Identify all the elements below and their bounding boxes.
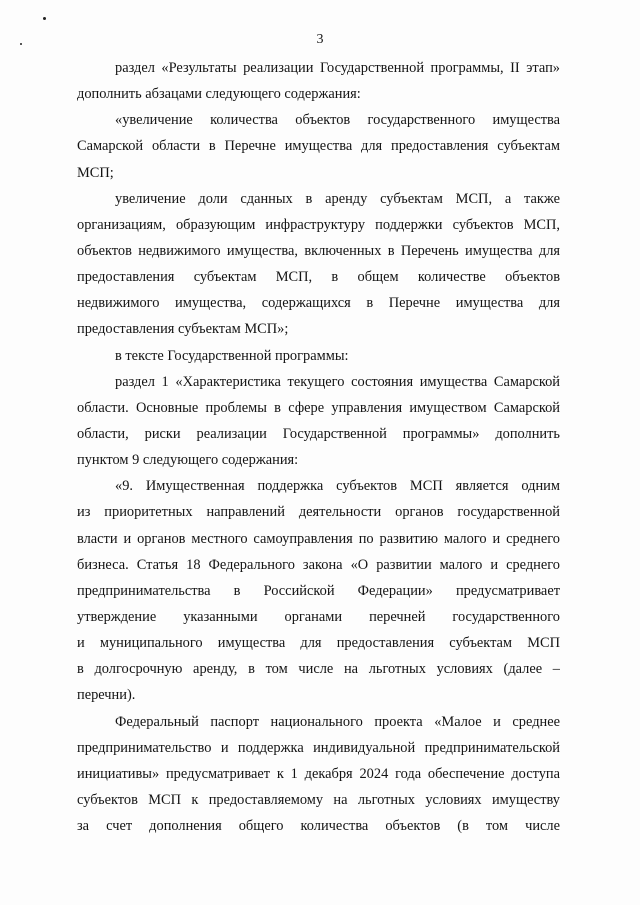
text-line: организациям, образующим инфраструктуру поддержки субъектов МСП, bbox=[77, 216, 560, 233]
text-line: области. Основные проблемы в сфере управления имуществом Самарской bbox=[77, 399, 560, 416]
text-line: предпринимательства в Российской Федерации» предусматривает bbox=[77, 582, 560, 599]
scan-speck bbox=[43, 17, 46, 20]
text-line: «увеличение количества объектов государственного имущества bbox=[115, 112, 560, 129]
text-line: власти и органов местного самоуправления по развитию малого и среднего bbox=[77, 530, 560, 547]
text-line: предпринимательство и поддержка индивидуальной предпринимательской bbox=[77, 739, 560, 756]
text-line: дополнить абзацами следующего содержания: bbox=[77, 86, 361, 103]
text-line: МСП; bbox=[77, 164, 114, 181]
text-line: субъектов МСП к предоставляемому на льготных условиях имуществу bbox=[77, 791, 560, 808]
text-line: «9. Имущественная поддержка субъектов МСП является одним bbox=[115, 478, 560, 495]
text-line: увеличение доли сданных в аренду субъектам МСП, а также bbox=[115, 190, 560, 207]
text-line: бизнеса. Статья 18 Федерального закона «О развитии малого и среднего bbox=[77, 556, 560, 573]
text-line: инициативы» предусматривает к 1 декабря 2024 года обеспечение доступа bbox=[77, 765, 560, 782]
text-line: в долгосрочную аренду, в том числе на льготных условиях (далее – bbox=[77, 661, 560, 678]
text-line: за счет дополнения общего количества объектов (в том числе bbox=[77, 818, 560, 835]
text-line: предоставления субъектам МСП, в общем количестве объектов bbox=[77, 269, 560, 286]
text-line: утверждение указанными органами перечней государственного bbox=[77, 608, 560, 625]
text-line: из приоритетных направлений деятельности органов государственной bbox=[77, 504, 560, 521]
text-line: в тексте Государственной программы: bbox=[115, 347, 349, 364]
text-line: объектов недвижимого имущества, включенных в Перечень имущества для bbox=[77, 242, 560, 259]
text-line: раздел 1 «Характеристика текущего состояния имущества Самарской bbox=[115, 373, 560, 390]
text-line: предоставления субъектам МСП»; bbox=[77, 321, 289, 338]
text-line: пунктом 9 следующего содержания: bbox=[77, 452, 299, 469]
page-number: 3 bbox=[316, 32, 324, 47]
text-line: Федеральный паспорт национального проекта «Малое и среднее bbox=[115, 713, 560, 730]
document-body bbox=[77, 55, 560, 839]
text-line: и муниципального имущества для предоставления субъектам МСП bbox=[77, 635, 560, 652]
text-line: перечни). bbox=[77, 687, 136, 704]
text-line: недвижимого имущества, содержащихся в Перечне имущества для bbox=[77, 295, 560, 312]
text-line: раздел «Результаты реализации Государственной программы, II этап» bbox=[115, 60, 560, 76]
text-line: области, риски реализации Государственной программы» дополнить bbox=[77, 425, 560, 442]
text-line: Самарской области в Перечне имущества для предоставления субъектам bbox=[77, 138, 560, 155]
